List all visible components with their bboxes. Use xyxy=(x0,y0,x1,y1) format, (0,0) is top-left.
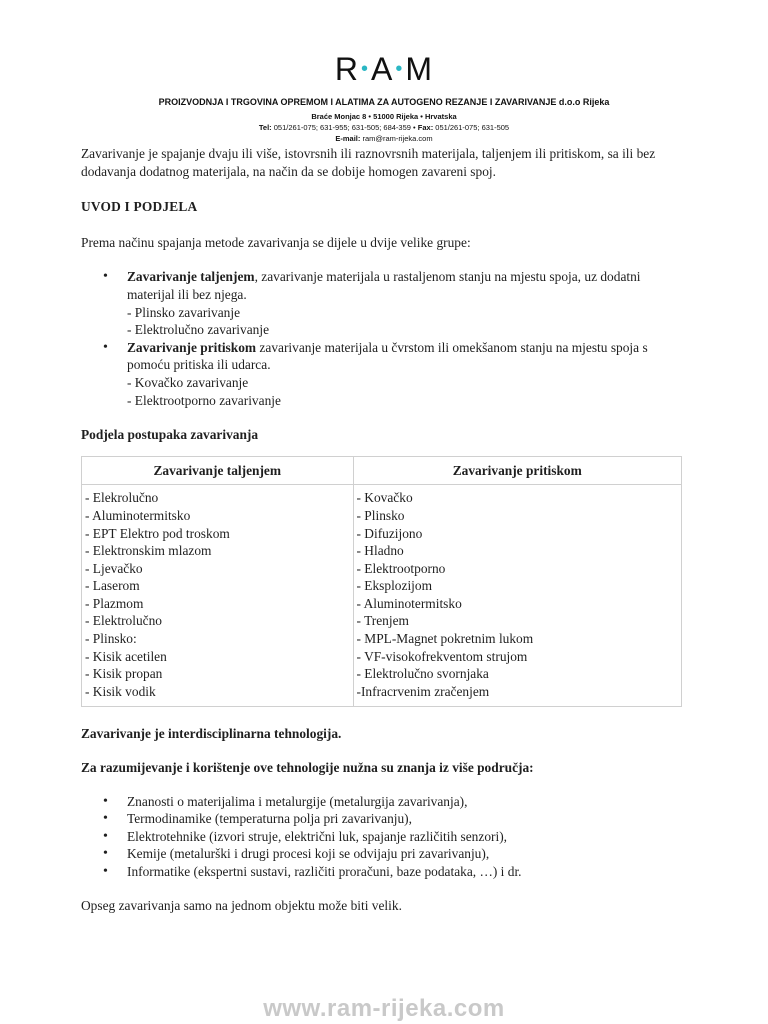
table-item: - Elektrolučno svornjaka xyxy=(356,666,489,682)
table-header-taljenjem: Zavarivanje taljenjem xyxy=(82,456,354,485)
table-item: - VF-visokofrekventom strujom xyxy=(356,648,528,664)
table-item: - Trenjem xyxy=(356,613,409,629)
logo-letter-m: M xyxy=(405,51,434,87)
table-item: - MPL-Magnet pokretnim lukom xyxy=(356,631,534,647)
group-desc: , zavarivanje materijala u rastaljenom stanju na mjestu spoja, uz dodatni materijal ili bez njega. xyxy=(127,269,641,302)
table-item: - Kisik acetilen xyxy=(85,648,167,664)
heading-podjela: Podjela postupaka zavarivanja xyxy=(81,427,259,443)
document-body xyxy=(81,145,681,914)
logo-letter-r: R xyxy=(334,51,360,87)
table-item: - Elekrolučno xyxy=(85,490,159,506)
email-link[interactable]: ram@ram-rijeka.com xyxy=(362,134,433,143)
list-item xyxy=(127,339,681,409)
opseg-paragraph: Opseg zavarivanja samo na jednom objektu može biti velik. xyxy=(81,897,402,913)
table-item: - Kovačko xyxy=(356,490,413,506)
intro-paragraph: Zavarivanje je spajanje dvaju ili više, istovrsnih ili raznovrsnih materijala, taljenjem ili pritiskom, sa ili bez dodavanja dodatnog materijala, na način da se dobije homogen zavareni spoj. xyxy=(81,146,656,179)
company-email xyxy=(0,134,768,143)
table-item: - Plazmom xyxy=(85,595,144,611)
list-item: • Kemije (metalurški i drugi procesi koji se odvijaju pri zavarivanju), xyxy=(127,845,681,863)
prema-paragraph: Prema načinu spajanja metode zavarivanja se dijele u dvije velike grupe: xyxy=(81,234,471,250)
list-item xyxy=(127,268,681,338)
table-item: - Hladno xyxy=(356,543,404,559)
group-subitem: - Elektrootporno zavarivanje xyxy=(127,392,281,408)
table-item: - EPT Elektro pod troskom xyxy=(85,525,230,541)
list-item: • Elektrotehnike (izvori struje, električni luk, spajanje različitih senzori), xyxy=(127,828,681,846)
table-item: - Kisik vodik xyxy=(85,683,156,699)
table-cell-taljenjem xyxy=(82,485,354,707)
list-item: • Termodinamike (temperaturna polja pri zavarivanju), xyxy=(127,810,681,828)
table-item: - Elektronskim mlazom xyxy=(85,543,212,559)
letterhead xyxy=(0,52,768,143)
email-label: E-mail: xyxy=(335,134,361,143)
heading-uvod: UVOD I PODJELA xyxy=(81,199,198,215)
welding-groups-list xyxy=(81,268,681,409)
table-item: - Aluminotermitsko xyxy=(356,595,462,611)
footer-watermark: www.ram-rijeka.com xyxy=(263,995,505,1022)
table-item: - Difuzijono xyxy=(356,525,423,541)
group-subitem: - Elektrolučno zavarivanje xyxy=(127,322,270,338)
group-desc: zavarivanje materijala u čvrstom ili omekšanom stanju na mjestu spoja s pomoću pritiska ili udarca. xyxy=(127,339,648,373)
ram-logo xyxy=(0,52,768,91)
table-item: - Ljevačko xyxy=(85,560,143,576)
knowledge-statement: Za razumijevanje i korištenje ove tehnologije nužna su znanja iz više područja: xyxy=(81,760,534,776)
table-item: - Elektrolučno xyxy=(85,613,162,629)
table-item: -Infracrvenim zračenjem xyxy=(356,683,490,699)
list-item: • Informatike (ekspertni sustavi, različiti proračuni, baze podataka, …) i dr. xyxy=(127,863,681,881)
fax-value: 051/261-075; 631-505 xyxy=(435,123,510,132)
table-item: - Plinsko: xyxy=(85,631,137,647)
table-item: - Elektrootporno xyxy=(356,560,446,576)
table-item: - Plinsko xyxy=(356,507,405,523)
table-item: - Kisik propan xyxy=(85,666,163,682)
logo-letter-a: A xyxy=(371,51,394,87)
table-item: - Aluminotermitsko xyxy=(85,507,191,523)
company-contact xyxy=(0,123,768,132)
table-cell-pritiskom xyxy=(353,485,682,707)
group-title: Zavarivanje pritiskom xyxy=(127,339,257,355)
group-subitem: - Kovačko zavarivanje xyxy=(127,374,249,390)
table-header-pritiskom: Zavarivanje pritiskom xyxy=(353,456,682,485)
table-item: - Laserom xyxy=(85,578,140,594)
interdisciplinary-statement: Zavarivanje je interdisciplinarna tehnologija. xyxy=(81,726,342,742)
knowledge-areas-list xyxy=(81,793,681,881)
fax-label: Fax: xyxy=(417,123,434,132)
table-item: - Eksplozijom xyxy=(356,578,432,594)
tel-value: 051/261-075; 631-955; 631-505; 684-359 • xyxy=(273,123,416,132)
logo-dot-icon: • xyxy=(361,58,370,80)
list-item: • Znanosti o materijalima i metalurgije (metalurgija zavarivanja), xyxy=(127,793,681,811)
procedures-table xyxy=(81,456,682,708)
group-subitem: - Plinsko zavarivanje xyxy=(127,304,241,320)
company-name: PROIZVODNJA I TRGOVINA OPREMOM I ALATIMA ZA AUTOGENO REZANJE I ZAVARIVANJE d.o.o Rijeka xyxy=(158,97,610,107)
tel-label: Tel: xyxy=(258,123,272,132)
group-title: Zavarivanje taljenjem xyxy=(127,269,255,285)
logo-dot-icon: • xyxy=(395,58,404,80)
company-address: Braće Monjac 8 • 51000 Rijeka • Hrvatska xyxy=(311,112,457,121)
